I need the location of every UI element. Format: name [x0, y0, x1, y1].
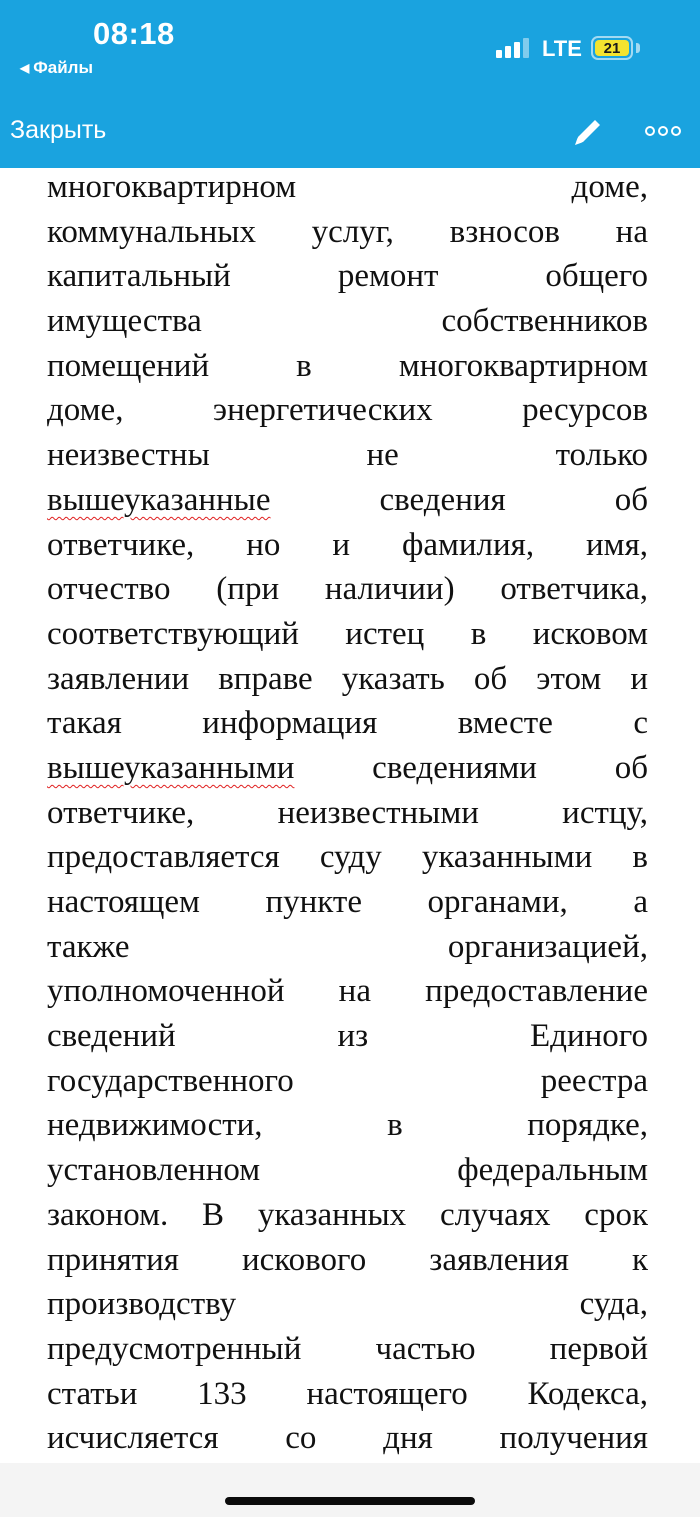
line-text: статьи 133 настоящего Кодекса,	[47, 1375, 648, 1412]
document-line	[47, 523, 648, 568]
line-text: установленном федеральным	[47, 1152, 648, 1189]
document-line	[47, 254, 648, 299]
back-to-files-button[interactable]	[20, 58, 93, 78]
line-text: неизвестны не только	[47, 437, 648, 474]
pencil-icon[interactable]	[568, 112, 608, 152]
more-icon[interactable]	[641, 116, 685, 146]
home-indicator[interactable]	[225, 1497, 475, 1505]
document-line	[47, 657, 648, 702]
document-line	[47, 969, 648, 1014]
line-text: уполномоченной на предоставление	[47, 973, 648, 1010]
cellular-signal-icon	[496, 38, 529, 58]
document-line	[47, 1148, 648, 1193]
status-time: 08:18	[93, 16, 175, 51]
document-line	[47, 746, 648, 791]
line-text: сведений из Единого	[47, 1018, 648, 1055]
document-line	[47, 612, 648, 657]
line-text: доме, энергетических ресурсов	[47, 392, 648, 429]
line-text: имущества собственников	[47, 303, 648, 340]
line-text: государственного реестра	[47, 1062, 648, 1099]
document-line	[47, 388, 648, 433]
document-line	[47, 1372, 648, 1417]
document-line	[47, 1327, 648, 1372]
battery-level: 21	[595, 40, 629, 56]
document-line	[47, 299, 648, 344]
line-text: исчисляется со дня получения	[47, 1420, 648, 1457]
spellcheck-word[interactable]: вышеуказанными	[47, 749, 295, 786]
document-line	[47, 1238, 648, 1283]
document-line	[47, 701, 648, 746]
document-line	[47, 344, 648, 389]
line-text: отчество (при наличии) ответчика,	[47, 571, 648, 608]
line-text: недвижимости, в порядке,	[47, 1107, 648, 1144]
app-header	[0, 0, 700, 168]
line-text: многоквартирном доме,	[47, 169, 648, 205]
document-line	[47, 1059, 648, 1104]
line-text: ответчике, но и фамилия, имя,	[47, 526, 648, 563]
network-type: LTE	[542, 36, 582, 61]
line-text: производству суда,	[47, 1286, 648, 1323]
spellcheck-word[interactable]: вышеуказанные	[47, 481, 271, 518]
line-text: также организацией,	[47, 928, 648, 965]
battery-cap	[636, 43, 640, 53]
close-button[interactable]: Закрыть	[10, 116, 107, 144]
line-text: такая информация вместе с	[47, 705, 648, 742]
document-line	[47, 1416, 648, 1461]
battery-icon	[591, 36, 633, 60]
document-line	[47, 567, 648, 612]
back-app-label: Файлы	[33, 58, 93, 77]
document-line	[47, 835, 648, 880]
line-text: предоставляется суду указанными в	[47, 839, 648, 876]
document-line	[47, 791, 648, 836]
line-text: принятия искового заявления к	[47, 1241, 648, 1278]
bottom-toolbar	[0, 1463, 700, 1517]
line-text: капитальный ремонт общего	[47, 258, 648, 295]
line-text: соответствующий истец в исковом	[47, 615, 648, 652]
line-text: заявлении вправе указать об этом и	[47, 660, 648, 697]
line-text: сведениями об	[294, 749, 648, 786]
document-line	[47, 478, 648, 523]
document-line	[47, 880, 648, 925]
document-line	[47, 1014, 648, 1059]
line-text: ответчике, неизвестными истцу,	[47, 794, 648, 831]
document-text	[47, 168, 648, 1463]
line-text: предусмотренный частью первой	[47, 1330, 648, 1367]
document-line	[47, 1282, 648, 1327]
document-line	[47, 433, 648, 478]
line-text: коммунальных услуг, взносов на	[47, 213, 648, 250]
line-text: настоящем пункте органами, а	[47, 884, 648, 920]
document-line	[47, 210, 648, 255]
line-text: помещений в многоквартирном	[47, 347, 648, 384]
back-triangle-icon: ◀	[20, 61, 30, 75]
line-text: сведения об	[270, 481, 648, 518]
document-line	[47, 1103, 648, 1148]
document-line	[47, 168, 648, 210]
line-text: законом. В указанных случаях срок	[47, 1196, 648, 1233]
document-line	[47, 925, 648, 970]
document-line	[47, 1193, 648, 1238]
